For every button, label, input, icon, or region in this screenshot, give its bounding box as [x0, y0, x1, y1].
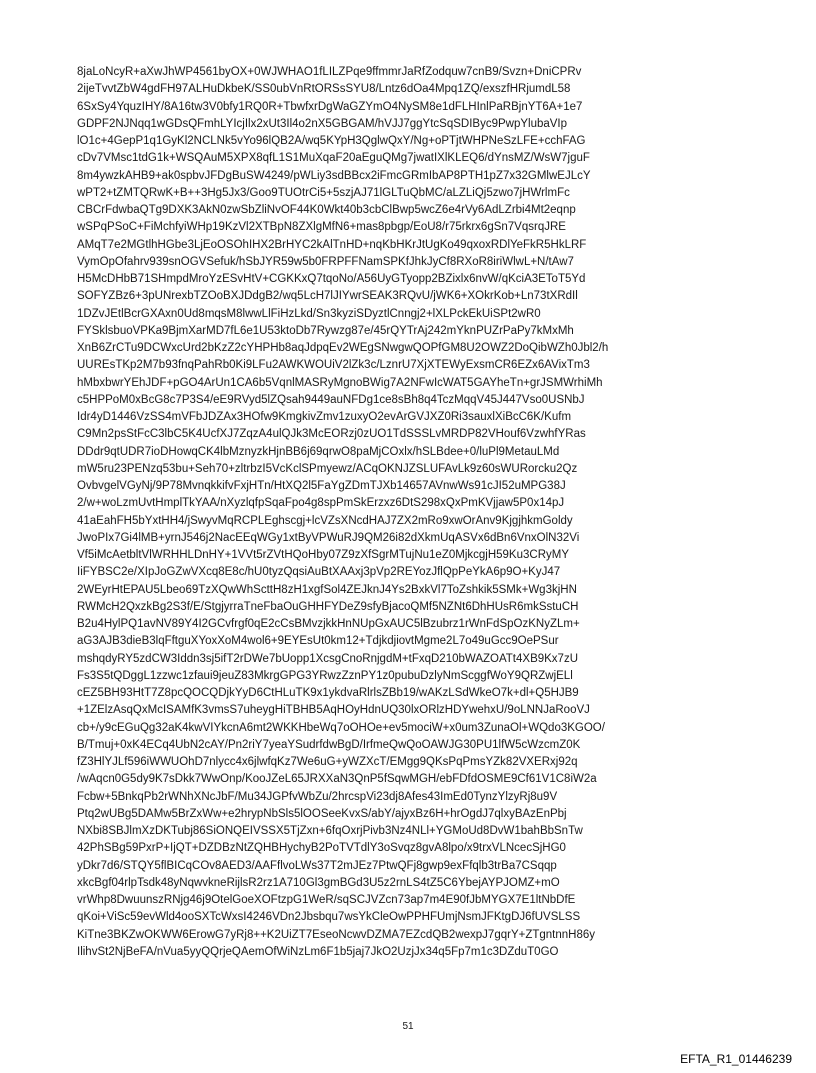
text-line: AMqT7e2MGtlhHGbe3LjEoOSOhIHX2BrHYC2kAlTnHD+nqKbHKrJtUgKo49qxoxRDlYeFkR5HkLRF: [77, 238, 587, 251]
text-line: B2u4HylPQ1avNV89Y4I2GCvfrgf0qE2cCsBMvzjkkHnNUpGxAUC5lBzubrz1rWnFdSpOzKNyZLm+: [77, 618, 580, 630]
text-line: aG3AJB3dieB3lqFftguXYoxXoM4wol6+9EYEsUt0km12+TdjkdjiovtMgme2L7o49uGcc9OePSur: [77, 635, 559, 648]
text-line: VymOpOfahrv939snOGVSefuk/hSbJYR59w5b0FRPFFNamSPKfJhkJyCf8RXoR8iriWlwL+N/tAw7: [77, 255, 574, 268]
page-number: 51: [402, 1021, 414, 1032]
text-line: cEZ5BH93HtT7Z8pcQOCQDjkYyD6CtHLuTK9x1ykdvaRlrlsZBb19/wAKzLSdWkeO7k+dl+Q5HJB9: [77, 687, 579, 699]
text-line: xkcBgf04rlpTsdk48yNqwvkneRijlsR2rz1A710Gl3gmBGd3U5z2rnLS4tZ5C6YbejAYPJOMZ+mO: [77, 876, 560, 889]
text-line: mshqdyRY5zdCW3Iddn3sj5ifT2rDWe7bUopp1XcsgCnoRnjgdM+tFxqD210bWAZOATt4XB9Kx7zU: [77, 652, 579, 665]
text-line: 8m4ywzkAHB9+ak0spbvJFDgBuSW4249/pWLiy3sdBBcx2iFmcGRmIbAP8PTH1pZ7x32GMlwEJLcY: [77, 169, 591, 182]
text-line: H5McDHbB71SHmpdMroYzESvHtV+CGKKxQ7tqoNo/A56UyGTyopp2BZixlx6nvW/qKciA3EToT5Yd: [77, 273, 586, 285]
text-line: C9Mn2psStFcC3lbC5K4UcfXJ7ZqzA4ulQJk3McEORzj0zUO1TdSSSLvMRDP82VHouf6VzwhfYRas: [77, 428, 586, 441]
text-line: SOFYZBz6+3pUNrexbTZOoBXJDdgB2/wq5LcH7lJIYwrSEAK3RQvU/jWK6+XOkrKob+Ln73tXRdIl: [77, 290, 578, 303]
text-line: 2ijeTvvtZbW4gdFH97ALHuDkbeK/SS0ubVnRtORSsSYU8/Lntz6dOa4Mpq1ZQ/exszfHRjumdL58: [77, 83, 571, 96]
text-line: CBCrFdwbaQTg9DXK3AkN0zwSbZliNvOF44K0Wkt40b3cbClBwp5wcZ6e4rVy6AdLZrbi4Mt2eqnp: [77, 204, 576, 216]
text-line: 41aEahFH5bYxtHH4/jSwyvMqRCPLEghscgj+lcVZsXNcdHAJ7ZX2mRo9xwOrAnv9KjgjhkmGoldy: [77, 514, 573, 527]
text-line: RWMcH2QxzkBg2S3f/E/StgjyrraTneFbaOuGHHFYDeZ9sfyBjacoQMf5NZNt6DhHUsR6mkSstuCH: [77, 600, 579, 613]
text-line: UUREsTKp2M7b93fnqPahRb0Ki9LFu2AWKWOUiV2lZk3c/LznrU7XjXTEWyExsmCR6EZx6AVixTm3: [77, 359, 590, 372]
text-line: NXbi8SBJlmXzDKTubj86SiONQEIVSSX5TjZxn+6fqOxrjPivb3Nz4NLl+YGMoUd8DvW1bahBbSnTw: [77, 825, 583, 837]
text-line: cb+/y9cEGuQg32aK4kwVIYkcnA6mt2WKKHbeWq7oOHOe+ev5mociW+x0um3ZunaOl+WQdo3KGOO/: [77, 721, 605, 734]
text-line: 8jaLoNcyR+aXwJhWP4561byOX+0WJWHAO1fLILZPqe9ffmmrJaRfZodquw7cnB9/Svzn+DniCPRv: [77, 66, 582, 78]
encoded-text-block: [77, 64, 739, 961]
text-line: FYSklsbuoVPKa9BjmXarMD7fL6e1U53ktoDb7Rywzg87e/45rQYTrAj242mYknPUZrPaPy7kMxMh: [77, 324, 574, 337]
text-line: hMbxbwrYEhJDF+pGO4ArUn1CA6b5VqnlMASRyMgnoBWig7A2NFwIcWAT5GAYheTn+grJSMWrhiMh: [77, 376, 603, 389]
text-line: 42PhSBg59PxrP+IjQT+DZDBzNtZQHBHychyB2PoTVTdlY3oSvqz8gvA8lpo/x9trxVLNcecSjHG0: [77, 842, 566, 855]
text-line: wPT2+tZMTQRwK+B++3Hg5Jx3/Goo9TUOtrCi5+5szjAJ71lGLTuQbMC/aLZLiQj5zwo7jHWrlmFc: [77, 186, 570, 199]
text-line: c5HPPoM0xBcG8c7P3S4/eE9RVyd5lZQsah9449auNFDg1ce8sBh8q4TczMqqV45J447Vso0USNbJ: [77, 393, 585, 406]
text-line: 2WEyrHtEPAU5Lbeo69TzXQwWhScttH8zH1xgfSol4ZEJknJ4Ys2BxkVl7ToZshkik5SMk+Wg3kjHN: [77, 583, 577, 596]
text-line: lO1c+4GepP1q1GyKl2NCLNk5vYo96lQB2A/wq5KYpH3QglwQxY/Ng+oPTjtWHPNeSzLFE+cchFAG: [77, 135, 586, 147]
text-line: XnB6ZrCTu9DCWxcUrd2bKzZ2cYHPHb8aqJdpqEv2WEgSNwgwQOPfGM8U2OWZ2DoQibWZh0Jbl2/h: [77, 342, 609, 354]
text-line: 6SxSy4YquzIHY/8A16tw3V0bfy1RQ0R+TbwfxrDgWaGZYmO4NySM8e1dFLHInlPaRBjnYT6A+1e7: [77, 100, 583, 113]
text-line: IiFYBSC2e/XIpJoGZwVXcq8E8c/hU0tyzQqsiAuBtXAAxj3pVp2REYozJflQpPeYkA6p9O+KyJ47: [77, 566, 561, 579]
text-line: GDPF2NJNqq1wGDsQFmhLYIcjIlx2xUt3Il4o2nX5GBGAM/hVJJ7ggYtcSqSDIByc9PwpYlubaVIp: [77, 117, 568, 130]
text-line: B/Tmuj+0xK4ECq4UbN2cAY/Pn2riY7yeaYSudrfdwBgD/IrfmeQwQoOAWJG30PU1lfW5cWzcmZ0K: [77, 738, 581, 751]
text-line: wSPqPSoC+FiMchfyiWHp19KzVl2XTBpN8ZXlgMfN6+mas8pbgp/EoU8/r75rkrx6gSn7VqsrqJRE: [77, 221, 566, 234]
text-line: /wAqcn0G5dy9K7sDkk7WwOnp/KooJZeL65JRXXaN3QnP5fSqwMGH/ebFDfdOSME9Cf61V1C8iW2a: [77, 773, 597, 786]
text-line: +1ZElzAsqQxMcISAMfK3vmsS7uheygHiTBHB5AqHOyHdnUQ30lxORlzHDYwehxU/9oLNNJaRooVJ: [77, 704, 590, 717]
text-line: JwoPIx7Gi4lMB+yrnJ546j2NacEEqWGy1xtByVPWuRJ9QM26i82dXkmUqASVx6dBn6VnxOlN32Vi: [77, 531, 580, 544]
text-line: Ptq2wUBg5DAMw5BrZxWw+e2hrypNbSls5lOOSeeKvxS/abY/ajyxBz6H+hrOgdJ7qlxyBAzEnPbj: [77, 807, 567, 820]
text-line: fZ3HlYJLf596iWWUOhD7nlycc4x6jlwfqKz7We6uG+yWZXcT/EMgg9QKsPqPmsYZk82VXERxj92q: [77, 756, 578, 768]
text-line: qKoi+ViSc59evWld4ooSXTcWxsI4246VDn2Jbsbqu7wsYkCleOwPPHFUmjNsmJFKtgDJ6fUVSLSS: [77, 911, 581, 924]
text-line: yDkr7d6/STQY5flBICqCOv8AED3/AAFflvoLWs37T2mJEz7PtwQFj8gwp9exFfqlb3trBa7CSqqp: [77, 859, 557, 872]
text-line: 1DZvJEtlBcrGXAxn0Ud8mqsM8lwwLlFiHzLkd/Sn3kyziSDyztlCnngj2+lXLPckEkUiSPt2wR0: [77, 307, 541, 320]
text-line: DDdr9qtUDR7ioDHowqCK4lbMznyzkHjnBB6j69qrwO8paMjCOxlx/hSLBdee+0/luPl9MetauLMd: [77, 445, 560, 458]
text-line: mW5ru23PENzq53bu+Seh70+zltrbzI5VcKclSPmyewz/ACqOKNJZSLUFAvLk9z60sWURorcku2Qz: [77, 462, 578, 475]
text-line: Vf5iMcAetbltVlWRHHLDnHY+1VVt5rZVtHQoHby07Z9zXfSgrMTujNu1eZ0MjkcgjH59Ku3CRyMY: [77, 549, 569, 561]
text-line: Idr4yD1446VzSS4mVFbJDZAx3HOfw9KmgkivZmv1zuxyO2evArGVJXZ0Ri3sauxlXiBcC6K/Kufm: [77, 411, 572, 423]
text-line: OvbvgelVGyNj/9P78MvnqkkifvFxjHTn/HtXQ2l5FaYgZDmTJXb14657AVnwWs91cJI52uMPG38J: [77, 480, 566, 492]
text-line: Fs3S5tQDggL1zzwc1zfaui9jeuZ83MkrgGPG3YRwzZznPY1z0pubuDzlyNmScggfWoY9QRZwjELl: [77, 669, 573, 682]
text-line: KiTne3BKZwOKWW6ErowG7yRj8++K2UiZT7EseoNcwvDZMA7EZcdQB2wexpJ7gqrY+ZTgntnnH86y: [77, 928, 595, 941]
document-id: EFTA_R1_01446239: [680, 1052, 792, 1066]
text-line: cDv7VMsc1tdG1k+WSQAuM5XPX8qfL1S1MuXqaF20aEguQMg7jwatIXlKLEQ6/dYnsMZ/WsW7jguF: [77, 152, 590, 165]
text-line: Fcbw+5BnkqPb2rWNhXNcJbF/Mu34JGPfvWbZu/2hrcspVi23dj8Afes43ImEd0TynzYlzyRj8u9V: [77, 790, 558, 803]
text-line: 2/w+woLzmUvtHmplTkYAA/nXyzlqfpSqaFpo4g8spPmSkErzxz6DtS298xQxPmKVjjaw5P0x14pJ: [77, 497, 565, 510]
text-line: IlihvSt2NjBeFA/nVua5yyQQrjeQAemOfWiNzLm6F1b5jaj7JkO2UzjJx34q5Fp7m1c3DZduT0GO: [77, 945, 559, 958]
text-line: vrWhp8DwuunszRNjg46j9OtelGoeXOFtzpG1WeR/sqSCJVZcn73ap7m4E90fJbMYGX7E1ltNbDfE: [77, 894, 576, 906]
